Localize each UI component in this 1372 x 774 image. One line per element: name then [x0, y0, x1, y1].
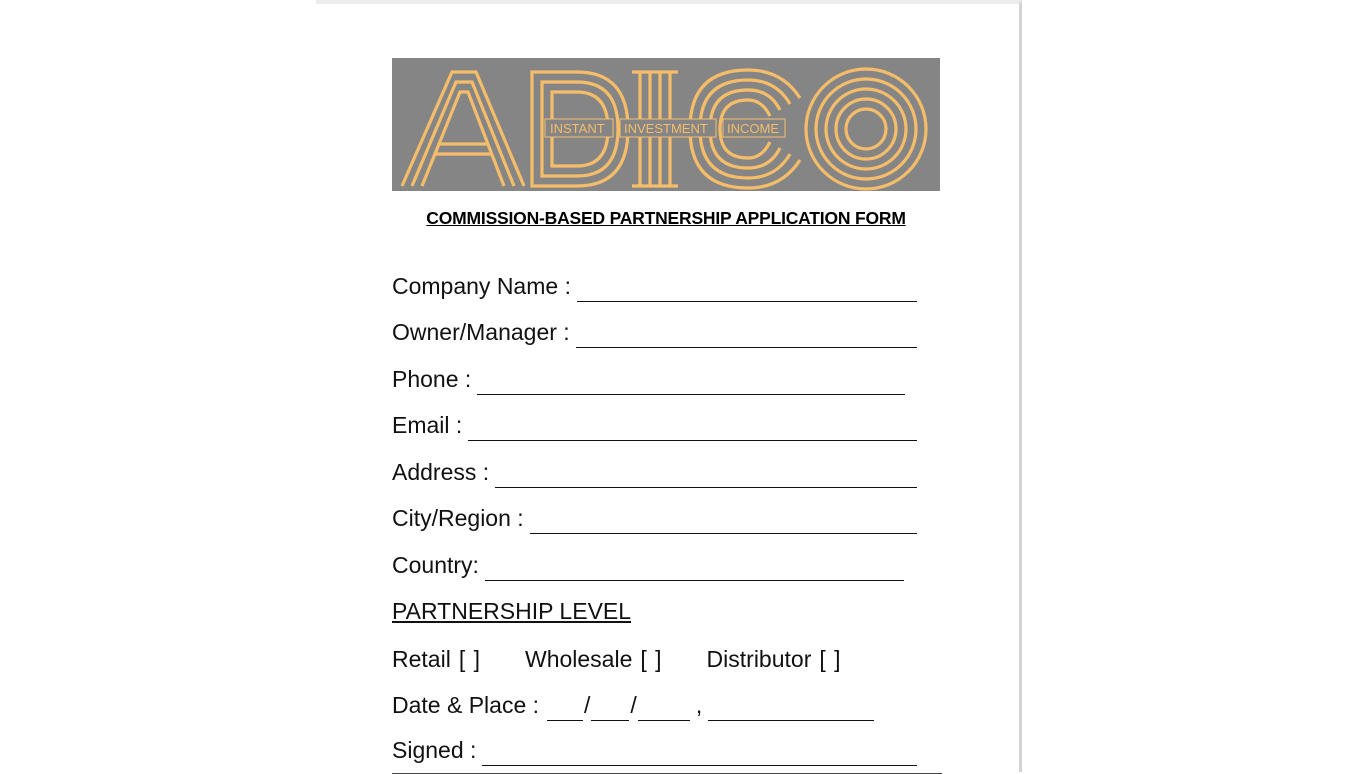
owner-manager-line[interactable] — [576, 321, 917, 348]
date-day-line[interactable] — [547, 694, 583, 721]
logo-tagline-2: INVESTMENT — [624, 121, 708, 136]
date-year-line[interactable] — [638, 694, 690, 721]
email-field[interactable] — [392, 407, 917, 441]
form-title: COMMISSION-BASED PARTNERSHIP APPLICATION FORM — [426, 208, 906, 228]
city-region-line[interactable] — [530, 507, 917, 534]
retail-checkbox[interactable]: [ ] — [458, 646, 481, 672]
adico-logo — [392, 58, 940, 191]
phone-field[interactable] — [392, 361, 905, 395]
retail-label: Retail — [392, 646, 451, 672]
distributor-option[interactable] — [707, 646, 842, 673]
owner-manager-label: Owner/Manager : — [392, 319, 570, 345]
address-field[interactable] — [392, 454, 917, 488]
signed-line[interactable] — [482, 739, 917, 766]
email-line[interactable] — [468, 414, 917, 441]
owner-manager-field[interactable] — [392, 314, 917, 348]
company-name-field[interactable] — [392, 268, 917, 302]
country-line[interactable] — [485, 554, 904, 581]
date-separator-2: / — [630, 692, 637, 718]
email-label: Email : — [392, 412, 463, 438]
city-region-label: City/Region : — [392, 505, 524, 531]
date-place-field[interactable] — [392, 692, 917, 721]
logo-tagline-1: INSTANT — [550, 121, 605, 136]
date-place-label: Date & Place : — [392, 692, 540, 718]
partnership-level-heading: PARTNERSHIP LEVEL — [392, 598, 632, 624]
company-name-line[interactable] — [577, 275, 917, 302]
signed-label: Signed : — [392, 737, 477, 763]
phone-label: Phone : — [392, 366, 472, 392]
distributor-label: Distributor — [706, 646, 812, 672]
wholesale-label: Wholesale — [524, 646, 633, 672]
date-month-line[interactable] — [591, 694, 629, 721]
partnership-options — [392, 646, 932, 673]
signed-field[interactable] — [392, 732, 917, 766]
wholesale-checkbox[interactable]: [ ] — [640, 646, 663, 672]
document-page — [316, 0, 1022, 772]
date-place-comma: , — [695, 692, 703, 718]
city-region-field[interactable] — [392, 500, 917, 534]
wholesale-option[interactable] — [525, 646, 663, 673]
country-field[interactable] — [392, 547, 904, 581]
country-label: Country: — [392, 552, 479, 578]
logo-tagline-3: INCOME — [727, 121, 779, 136]
date-separator-1: / — [584, 692, 591, 718]
address-label: Address : — [392, 459, 490, 485]
phone-line[interactable] — [477, 368, 905, 395]
address-line[interactable] — [495, 461, 917, 488]
retail-option[interactable] — [392, 646, 481, 673]
company-name-label: Company Name : — [392, 273, 571, 299]
place-line[interactable] — [708, 694, 874, 721]
distributor-checkbox[interactable]: [ ] — [819, 646, 842, 672]
